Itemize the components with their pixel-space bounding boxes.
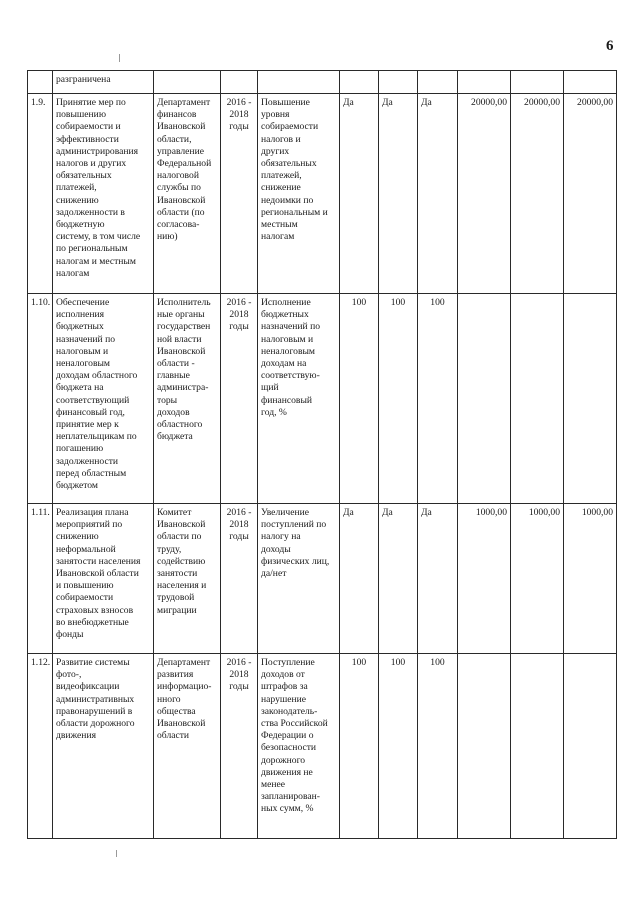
executor-text: Департамент финансов Ивановской области, управление Федеральной налоговой службы по Ивановской области (по согласова- нию) [154, 94, 221, 294]
period-text: 2016 - 2018 годы [221, 504, 258, 654]
value-2018: Да [418, 94, 458, 294]
value-2018: 100 [418, 294, 458, 504]
value-2016: Да [340, 94, 379, 294]
measure-text: Принятие мер по повышению собираемости и эффективности администрирования налогов и других обязательных платежей, снижению задолженности в бюджетную систему, в том числе по региональным налогам и местным налогам [53, 94, 154, 294]
expense-2016 [458, 294, 511, 504]
indicator-text: Повышение уровня собираемости налогов и других обязательных платежей, снижение недоимки по региональным и местным налогам [258, 94, 340, 294]
measure-text: Развитие системы фото-, видеофиксации административных правонарушений в области дорожного движения [53, 654, 154, 839]
value-2016: 100 [340, 654, 379, 839]
row-number: 1.10. [28, 294, 53, 504]
expense-2017: 20000,00 [511, 94, 564, 294]
expense-2018: 1000,00 [564, 504, 617, 654]
indicator-text: Увеличение поступлений по налогу на доходы физических лиц, да/нет [258, 504, 340, 654]
expense-2018: 20000,00 [564, 94, 617, 294]
measure-text: Реализация плана мероприятий по снижению неформальной занятости населения Ивановской области и повышению собираемости страховых взносов во внебюджетные фонды [53, 504, 154, 654]
period-text: 2016 - 2018 годы [221, 294, 258, 504]
scan-mark-bottom [116, 850, 117, 857]
expense-2016 [458, 654, 511, 839]
period-text: 2016 - 2018 годы [221, 94, 258, 294]
indicator-text: Поступление доходов от штрафов за нарушение законодатель- ства Российской Федерации о безопасности дорожного движения не менее запланирован- ных сумм, % [258, 654, 340, 839]
table-row-1-9 [28, 94, 617, 294]
executor-text: Департамент развития информацио- нного общества Ивановской области [154, 654, 221, 839]
page-number: 6 [606, 38, 614, 54]
indicator-text: Исполнение бюджетных назначений по налоговым и неналоговым доходам на соответствую- щий финансовый год, % [258, 294, 340, 504]
row-number: 1.9. [28, 94, 53, 294]
value-2018: 100 [418, 654, 458, 839]
executor-text: Комитет Ивановской области по труду, содействию занятости населения и трудовой миграции [154, 504, 221, 654]
expense-2017 [511, 654, 564, 839]
value-2018: Да [418, 504, 458, 654]
row-number: 1.12. [28, 654, 53, 839]
scan-mark-top [119, 54, 120, 62]
value-2016: 100 [340, 294, 379, 504]
continuation-text: разграничена [53, 71, 154, 94]
value-2017: 100 [379, 294, 418, 504]
expense-2016: 20000,00 [458, 94, 511, 294]
value-2016: Да [340, 504, 379, 654]
executor-text: Исполнитель ные органы государствен ной власти Ивановской области - главные администра- торы доходов областного бюджета [154, 294, 221, 504]
expense-2016: 1000,00 [458, 504, 511, 654]
measures-table [27, 70, 617, 839]
value-2017: Да [379, 504, 418, 654]
period-text: 2016 - 2018 годы [221, 654, 258, 839]
table-row-1-12 [28, 654, 617, 839]
expense-2017: 1000,00 [511, 504, 564, 654]
table-row-1-11 [28, 504, 617, 654]
value-2017: 100 [379, 654, 418, 839]
expense-2017 [511, 294, 564, 504]
expense-2018 [564, 654, 617, 839]
value-2017: Да [379, 94, 418, 294]
expense-2018 [564, 294, 617, 504]
table-row-continuation [28, 71, 617, 94]
measure-text: Обеспечение исполнения бюджетных назначений по налоговым и неналоговым доходам областного бюджета на соответствующий финансовый год, принятие мер к неплательщикам по погашению задолженности перед областным бюджетом [53, 294, 154, 504]
row-number: 1.11. [28, 504, 53, 654]
table-row-1-10 [28, 294, 617, 504]
